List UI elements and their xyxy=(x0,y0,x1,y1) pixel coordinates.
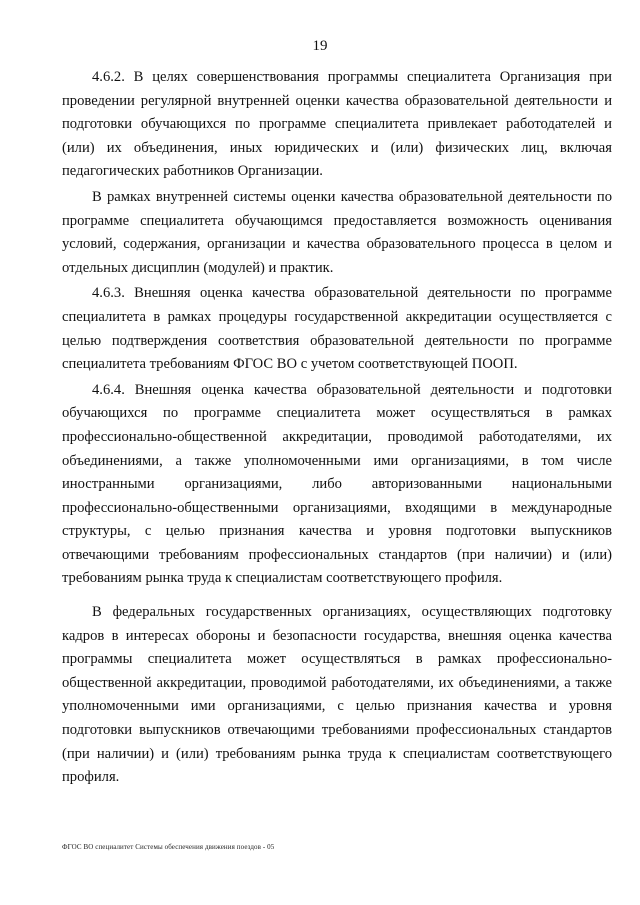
footer-note: ФГОС ВО специалитет Системы обеспечения движения поездов - 05 xyxy=(62,843,275,851)
paragraph-internal-assessment: В рамках внутренней системы оценки качества образовательной деятельности по программе специалитета обучающимся предоставляется возможность оценивания условий, содержания, организации и качества образовательного процесса в целом и отдельных дисциплин (модулей) и практик. xyxy=(62,188,612,276)
page-number: 19 xyxy=(312,38,328,54)
paragraph-4-6-3: 4.6.3. Внешняя оценка качества образовательной деятельности по программе специалитета в рамках процедуры государственной аккредитации осуществляется с целью подтверждения соответствия образовательной деятельности по программе специалитета требованиям ФГОС ВО с учетом соответствующей ПООП. xyxy=(62,285,612,373)
paragraph-federal-organizations: В федеральных государственных организациях, осуществляющих подготовку кадров в интересах обороны и безопасности государства, внешняя оценка качества программы специалитета может осуществляться в рамках профессионально-общественной аккредитации, проводимой работодателями, их объединениями, а также уполномоченными ими организациями, с целью признания качества и уровня подготовки выпускников отвечающими требованиями профессиональных стандартов (при наличии) и (или) требованиям рынка труда к специалистам соответствующего профиля. xyxy=(62,604,612,786)
paragraph-4-6-4: 4.6.4. Внешняя оценка качества образовательной деятельности и подготовки обучающихся по программе специалитета может осуществляться в рамках профессионально-общественной аккредитации, проводимой работодателями, их объединениями, а также уполномоченными ими организациями, в том числе иностранными организациями, либо авторизованными национальными профессионально-общественными организациями, входящими в международные структуры, с целью признания качества и уровня подготовки выпускников отвечающими требованиям профессиональных стандартов (при наличии) и (или) требованиям рынка труда к специалистам соответствующего профиля. xyxy=(62,381,612,587)
document-body xyxy=(62,66,612,790)
paragraph-4-6-2: 4.6.2. В целях совершенствования программы специалитета Организация при проведении регулярной внутренней оценки качества образовательной деятельности и подготовки обучающихся по программе специалитета привлекает работодателей и (или) их объединения, иных юридических и (или) физических лиц, включая педагогических работников Организации. xyxy=(62,69,612,180)
